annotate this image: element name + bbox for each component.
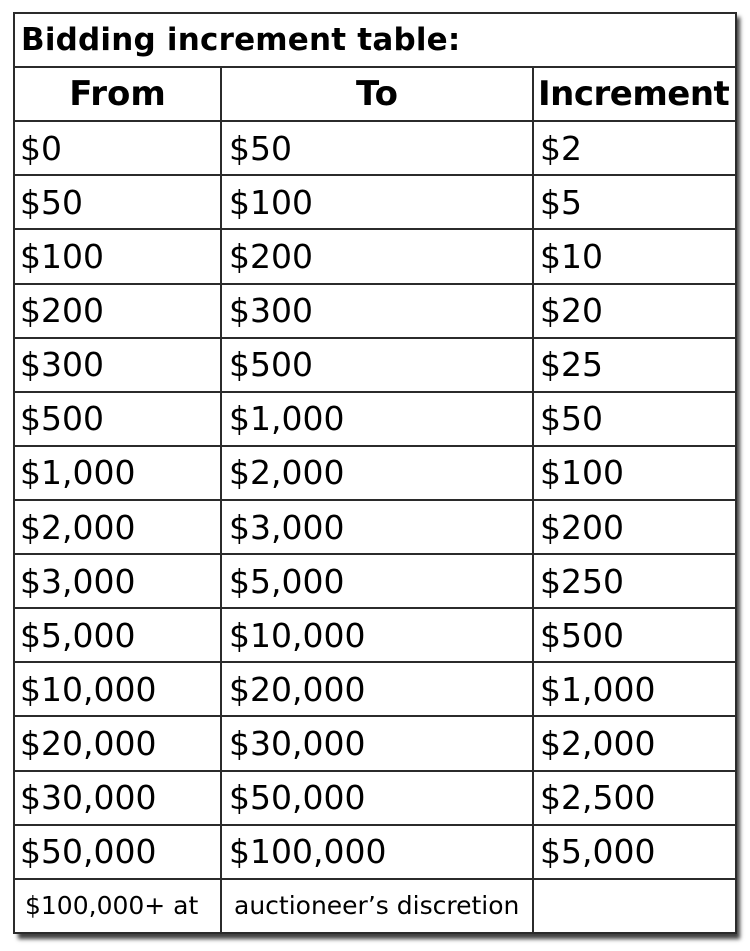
- table-row: [14, 771, 736, 825]
- header-row: [14, 67, 736, 121]
- cell-from: $300: [14, 338, 221, 392]
- table-row: [14, 338, 736, 392]
- cell-to: $200: [221, 229, 533, 283]
- footer-row: [14, 879, 736, 933]
- table-row: [14, 284, 736, 338]
- cell-increment: $10: [533, 229, 736, 283]
- cell-increment: $5: [533, 175, 736, 229]
- table-row: [14, 392, 736, 446]
- cell-increment: $2: [533, 121, 736, 175]
- cell-from: $30,000: [14, 771, 221, 825]
- cell-from: $0: [14, 121, 221, 175]
- table-row: [14, 500, 736, 554]
- cell-to: $3,000: [221, 500, 533, 554]
- table-row: [14, 175, 736, 229]
- cell-from: $10,000: [14, 662, 221, 716]
- table-row: [14, 608, 736, 662]
- cell-to: $1,000: [221, 392, 533, 446]
- cell-from: $3,000: [14, 554, 221, 608]
- cell-to: $100,000: [221, 825, 533, 879]
- column-header-increment: Increment: [533, 67, 736, 121]
- cell-from: $5,000: [14, 608, 221, 662]
- cell-to: $300: [221, 284, 533, 338]
- cell-increment: $2,500: [533, 771, 736, 825]
- cell-to: $100: [221, 175, 533, 229]
- cell-from: $50,000: [14, 825, 221, 879]
- cell-increment: $50: [533, 392, 736, 446]
- table-title: Bidding increment table:: [14, 13, 736, 67]
- cell-increment: $20: [533, 284, 736, 338]
- table-row: [14, 446, 736, 500]
- cell-from: $200: [14, 284, 221, 338]
- footer-cell-discretion: auctioneer’s discretion: [221, 879, 533, 933]
- cell-to: $5,000: [221, 554, 533, 608]
- bidding-increment-table: [13, 12, 737, 934]
- cell-from: $20,000: [14, 716, 221, 770]
- cell-increment: $500: [533, 608, 736, 662]
- table-row: [14, 662, 736, 716]
- cell-to: $50,000: [221, 771, 533, 825]
- table-row: [14, 716, 736, 770]
- cell-increment: $1,000: [533, 662, 736, 716]
- cell-to: $20,000: [221, 662, 533, 716]
- cell-to: $500: [221, 338, 533, 392]
- cell-from: $100: [14, 229, 221, 283]
- footer-cell-empty: [533, 879, 736, 933]
- cell-from: $500: [14, 392, 221, 446]
- cell-from: $2,000: [14, 500, 221, 554]
- cell-increment: $100: [533, 446, 736, 500]
- cell-increment: $5,000: [533, 825, 736, 879]
- column-header-from: From: [14, 67, 221, 121]
- cell-to: $2,000: [221, 446, 533, 500]
- cell-to: $10,000: [221, 608, 533, 662]
- footer-cell-threshold: $100,000+ at: [14, 879, 221, 933]
- bidding-increment-table-frame: [13, 12, 735, 934]
- column-header-to: To: [221, 67, 533, 121]
- table-row: [14, 229, 736, 283]
- table-row: [14, 554, 736, 608]
- cell-increment: $200: [533, 500, 736, 554]
- cell-from: $50: [14, 175, 221, 229]
- cell-increment: $250: [533, 554, 736, 608]
- cell-increment: $25: [533, 338, 736, 392]
- table-row: [14, 825, 736, 879]
- cell-increment: $2,000: [533, 716, 736, 770]
- cell-to: $50: [221, 121, 533, 175]
- title-row: [14, 13, 736, 67]
- cell-from: $1,000: [14, 446, 221, 500]
- table-row: [14, 121, 736, 175]
- cell-to: $30,000: [221, 716, 533, 770]
